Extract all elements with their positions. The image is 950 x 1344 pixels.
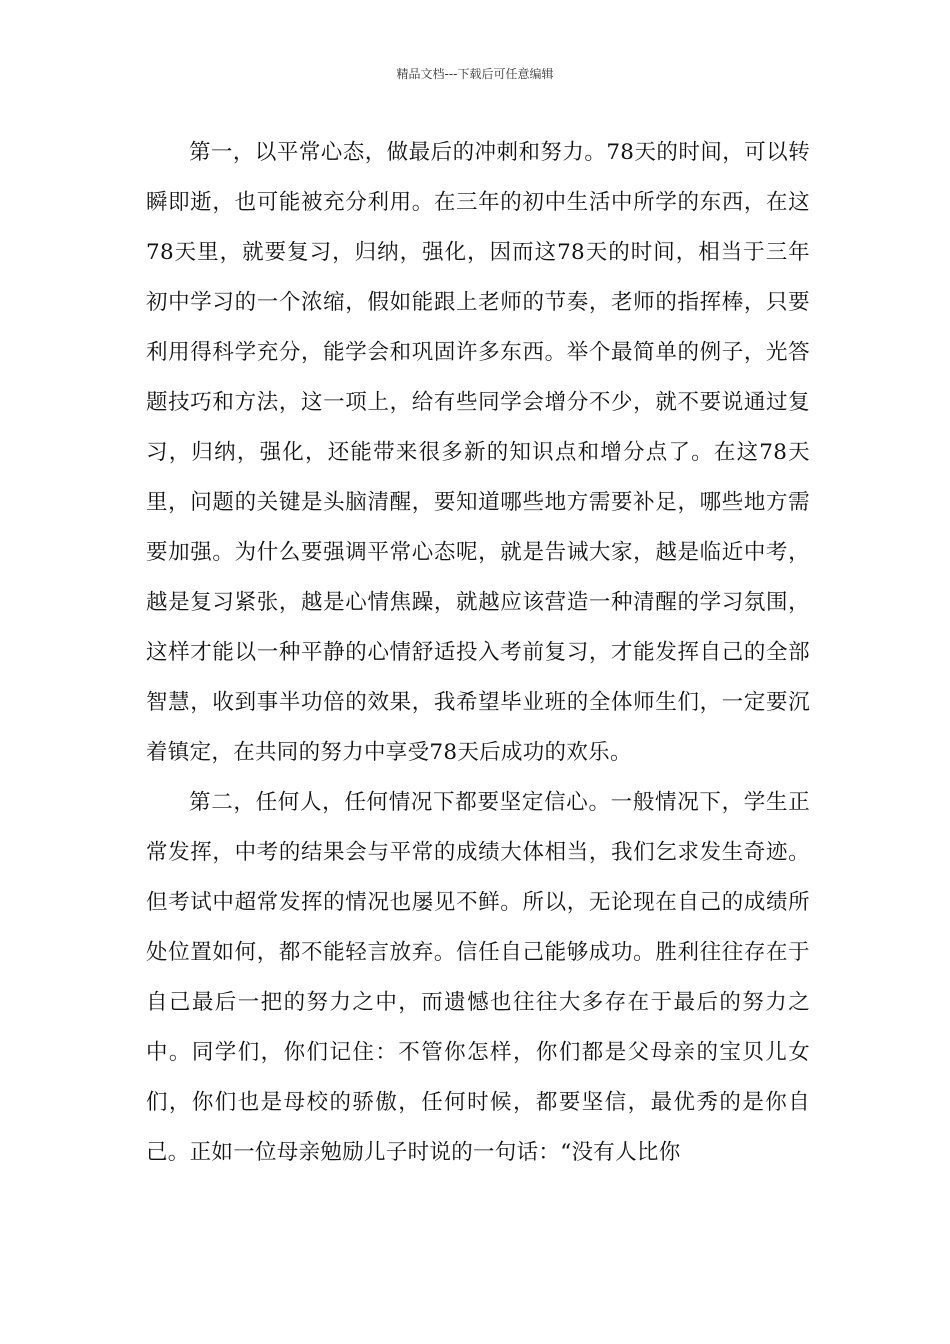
- page-header: 精品文档---下载后可任意编辑: [396, 67, 554, 81]
- document-body: [146, 128, 810, 1178]
- paragraph-1: 第一，以平常心态，做最后的冲刺和努力。78天的时间，可以转瞬即逝，也可能被充分利用。在三年的初中生活中所学的东西，在这78天里，就要复习，归纳，强化，因而这78天的时间，相当于三年初中学习的一个浓缩，假如能跟上老师的节奏，老师的指挥棒，只要利用得科学充分，能学会和巩固许多东西。举个最简单的例子，光答题技巧和方法，这一项上，给有些同学会增分不少，就不要说通过复习，归纳，强化，还能带来很多新的知识点和增分点了。在这78天里，问题的关键是头脑清醒，要知道哪些地方需要补足，哪些地方需要加强。为什么要强调平常心态呢，就是告诫大家，越是临近中考，越是复习紧张，越是心情焦躁，就越应该营造一种清醒的学习氛围，这样才能以一种平静的心情舒适投入考前复习，才能发挥自己的全部智慧，收到事半功倍的效果，我希望毕业班的全体师生们，一定要沉着镇定，在共同的努力中享受78天后成功的欢乐。: [146, 140, 810, 765]
- paragraph-2: 第二，任何人，任何情况下都要坚定信心。一般情况下，学生正常发挥，中考的结果会与平常的成绩大体相当，我们乞求发生奇迹。但考试中超常发挥的情况也屡见不鲜。所以，无论现在自己的成绩所处位置如何，都不能轻言放弃。信任自己能够成功。胜利往往存在于自己最后一把的努力之中，而遗憾也往往大多存在于最后的努力之中。同学们，你们记住：不管你怎样，你们都是父母亲的宝贝儿女们，你们也是母校的骄傲，任何时候，都要坚信，最优秀的是你自己。正如一位母亲勉励儿子时说的一句话：“没有人比你: [146, 790, 810, 1165]
